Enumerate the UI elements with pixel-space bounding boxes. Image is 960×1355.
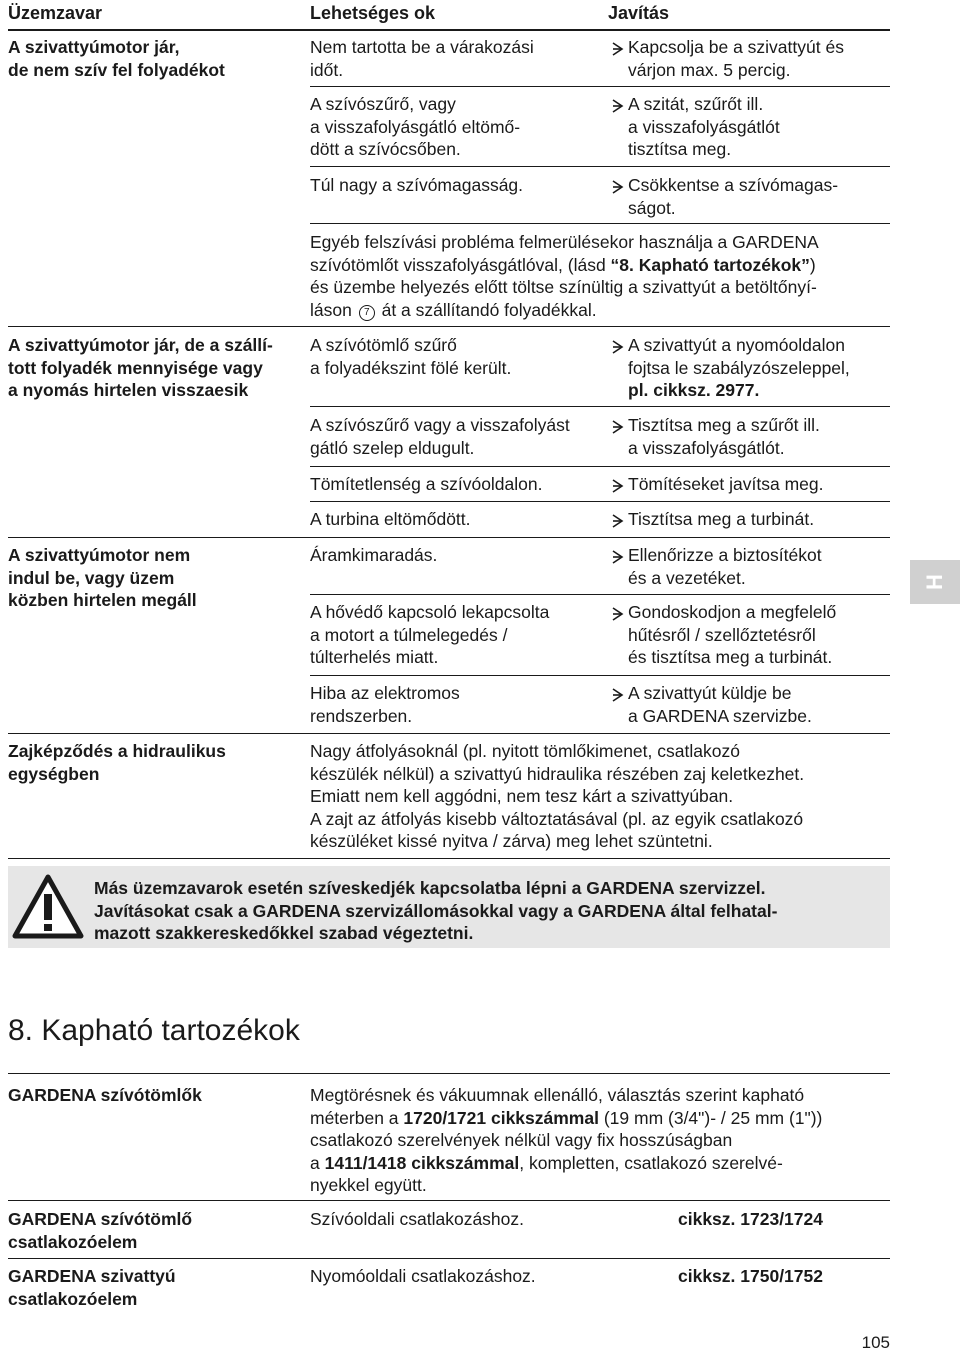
warning-box [8, 866, 890, 948]
fault-2-remedy-2: Tisztítsa meg a szűrőt ill. a visszafolyásgátlót. [628, 415, 820, 458]
fault-1-remedy-1: Kapcsolja be a szivattyút és várjon max. 5 percig. [628, 37, 844, 80]
header-rule [8, 29, 890, 31]
section-title: 8. Kapható tartozékok [8, 1014, 300, 1047]
fault-2-cause-3: Tömítetlenség a szívóoldalon. [310, 474, 543, 494]
header-cause: Lehetséges ok [310, 3, 436, 23]
fault-2-cause-1: A szívótömlő szűrő a folyadékszint fölé került. [310, 335, 512, 378]
warning-text: Más üzemzavarok esetén szíveskedjék kapcsolatba lépni a GARDENA szervizzel. Javításokat csak a GARDENA szervizállomásokkal vagy a GARDENA által felhatal- mazott szakkereskedőkkel szabad végeztetni. [94, 878, 778, 943]
accessory-2-name: GARDENA szívótömlő csatlakozóelem [8, 1209, 193, 1252]
header-remedy: Javítás [608, 3, 670, 23]
arrow-icon [612, 607, 624, 621]
arrow-icon [612, 99, 624, 113]
fault-4-note: Nagy átfolyásoknál (pl. nyitott tömlőkimenet, csatlakozó készülék nélkül) a szivattyú hidraulika részében zaj keletkezhet. Emiatt nem kell aggódni, nem tesz kárt a szivattyúban. A zajt az átfolyás kisebb változtatásával (pl. az egyik csatlakozó készüléket kissé nyitva / zárva) meg lehet szüntetni. [310, 741, 805, 851]
accessory-1-name: GARDENA szívótömlők [8, 1085, 202, 1105]
fault-1-note: Egyéb felszívási probléma felmerülésekor használja a GARDENA szívótömlőt visszafolyásgátlóval, (lásd “8. Kapható tartozékok”) és üzembe helyezés előtt töltse színültig a szivattyút a betöltőnyí- láson 7 át a szállítandó folyadékkal. [310, 232, 819, 320]
arrow-icon [612, 550, 624, 564]
table-bottom-rule [8, 858, 890, 859]
accessory-2-article: cikksz. 1723/1724 [678, 1209, 823, 1229]
fault-1-remedy-2: A szitát, szűrőt ill. a visszafolyásgátlót tisztítsa meg. [628, 94, 780, 159]
row-divider [310, 223, 890, 224]
fault-1-cause-2: A szívószűrő, vagy a visszafolyásgátló eltömő- dött a szívócsőben. [310, 94, 521, 159]
fault-1-remedy-3: Csökkentse a szívómagas- ságot. [628, 175, 839, 218]
row-divider [8, 1200, 890, 1201]
accessory-3-name: GARDENA szivattyú csatlakozóelem [8, 1266, 176, 1309]
row-divider [310, 86, 890, 87]
language-tab: H [910, 560, 960, 604]
arrow-icon [612, 420, 624, 434]
arrow-icon [612, 180, 624, 194]
arrow-icon [612, 479, 624, 493]
row-divider [310, 166, 890, 167]
row-divider [310, 501, 890, 502]
warning-triangle-icon [12, 874, 84, 946]
fault-2-cause-2: A szívószűrő vagy a visszafolyást gátló szelep eldugult. [310, 415, 570, 458]
page-number: 105 [861, 1333, 890, 1352]
arrow-icon [612, 688, 624, 702]
fault-2-remedy-1: A szivattyút a nyomóoldalon fojtsa le szabályzószeleppel, pl. cikksz. 2977. [628, 335, 850, 400]
arrow-icon [612, 340, 624, 354]
section-rule [8, 1073, 890, 1074]
accessory-1-desc: Megtörésnek és vákuumnak ellenálló, választás szerint kapható méterben a 1720/1721 cikkszámmal (19 mm (3/4")- / 25 mm (1")) csatlakozó szerelvények nélkül vagy fix hosszúságban a 1411/1418 cikkszámmal, kompletten, csatlakozó szerelvé- nyekkel együtt. [310, 1085, 823, 1195]
fault-3-cause-1: Áramkimaradás. [310, 545, 438, 565]
fault-divider [8, 733, 890, 734]
accessory-3-desc: Nyomóoldali csatlakozáshoz. [310, 1266, 536, 1286]
fault-1-cause-1: Nem tartotta be a várakozási időt. [310, 37, 534, 80]
row-divider [310, 594, 890, 595]
fault-3-cause-3: Hiba az elektromos rendszerben. [310, 683, 460, 726]
row-divider [8, 1258, 890, 1259]
fault-3-cause-2: A hővédő kapcsoló lekapcsolta a motort a túlmelegedés / túlterhelés miatt. [310, 602, 550, 667]
fault-4-title: Zajképződés a hidraulikus egységben [8, 741, 226, 784]
part-number-circle: 7 [359, 305, 375, 321]
fault-2-cause-4: A turbina eltömődött. [310, 509, 471, 529]
fault-3-title: A szivattyúmotor nem indul be, vagy üzem közben hirtelen megáll [8, 545, 197, 610]
fault-2-remedy-4: Tisztítsa meg a turbinát. [628, 509, 815, 529]
arrow-icon [612, 42, 624, 56]
fault-2-remedy-3: Tömítéseket javítsa meg. [628, 474, 824, 494]
fault-2-title: A szivattyúmotor jár, de a szállí- tott folyadék mennyisége vagy a nyomás hirtelen visszaesik [8, 335, 273, 400]
row-divider [310, 466, 890, 467]
accessory-3-article: cikksz. 1750/1752 [678, 1266, 823, 1286]
fault-divider [8, 537, 890, 538]
row-divider [310, 406, 890, 407]
row-divider [310, 675, 890, 676]
accessory-2-desc: Szívóoldali csatlakozáshoz. [310, 1209, 524, 1229]
fault-3-remedy-3: A szivattyút küldje be a GARDENA szervizbe. [628, 683, 812, 726]
fault-divider [8, 326, 890, 327]
header-fault: Üzemzavar [8, 3, 103, 23]
fault-3-remedy-1: Ellenőrizze a biztosítékot és a vezetéket. [628, 545, 822, 588]
arrow-icon [612, 514, 624, 528]
fault-1-cause-3: Túl nagy a szívómagasság. [310, 175, 524, 195]
fault-1-title: A szivattyúmotor jár, de nem szív fel folyadékot [8, 37, 225, 80]
fault-3-remedy-2: Gondoskodjon a megfelelő hűtésről / szellőztetésről és tisztítsa meg a turbinát. [628, 602, 837, 667]
